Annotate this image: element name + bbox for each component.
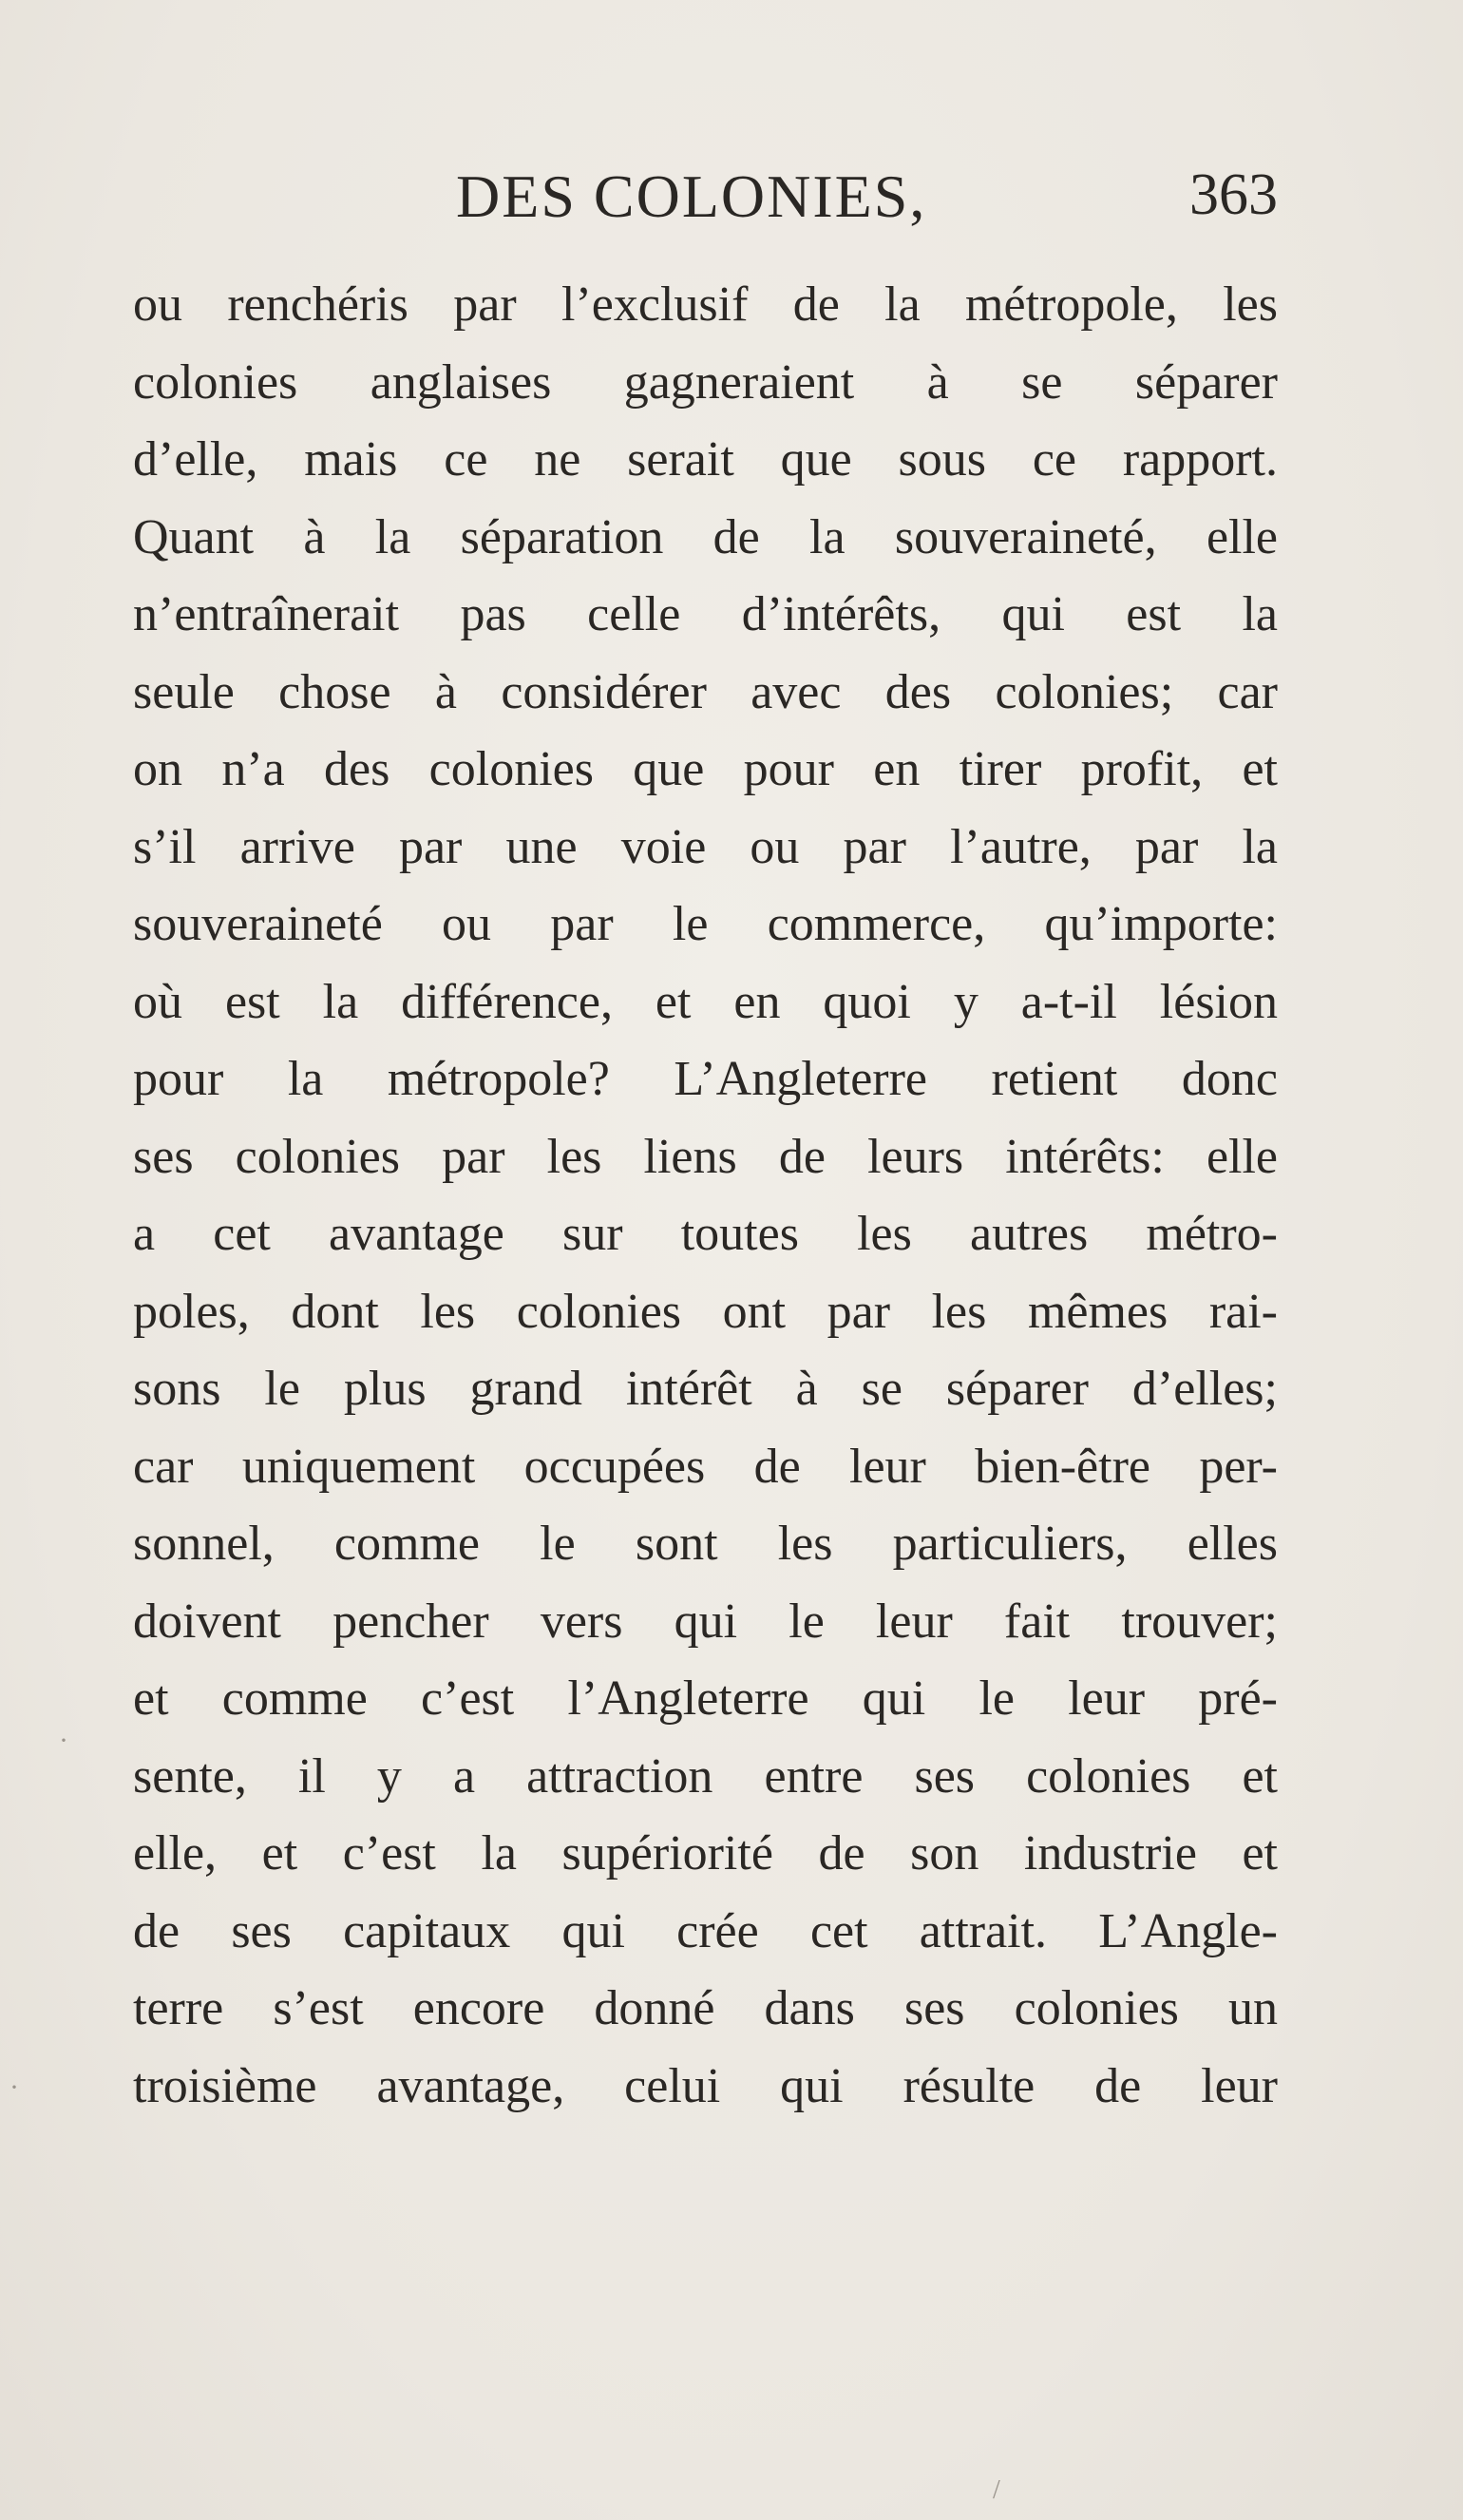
text-line: n’entraînerait pas celle d’intérêts, qui est la xyxy=(133,587,1278,641)
text-line: pour la métropole? L’Angleterre retient donc xyxy=(133,1052,1278,1106)
text-line: troisième avantage, celui qui résulte de leur xyxy=(133,2058,1278,2113)
text-line: Quant à la séparation de la souveraineté, elle xyxy=(133,509,1278,564)
margin-speck: · xyxy=(59,1725,68,1756)
text-line: sons le plus grand intérêt à se séparer d’elles; xyxy=(133,1362,1278,1416)
text-line: ses colonies par les liens de leurs intérêts: elle xyxy=(133,1129,1278,1184)
text-line: elle, et c’est la supériorité de son industrie et xyxy=(133,1826,1278,1880)
text-line: et comme c’est l’Angleterre qui le leur pré- xyxy=(133,1671,1278,1726)
text-line: car uniquement occupées de leur bien-être per- xyxy=(133,1439,1278,1494)
running-head-title: DES COLONIES, xyxy=(456,162,927,230)
page-number: 363 xyxy=(1189,162,1278,227)
text-line: souveraineté ou par le commerce, qu’importe: xyxy=(133,897,1278,951)
text-line: où est la différence, et en quoi y a-t-il lésion xyxy=(133,974,1278,1029)
text-line: doivent pencher vers qui le leur fait trouver; xyxy=(133,1594,1278,1649)
text-line: a cet avantage sur toutes les autres métro- xyxy=(133,1207,1278,1261)
text-line: terre s’est encore donné dans ses colonies un xyxy=(133,1981,1278,2035)
bottom-speck: / xyxy=(993,2475,1000,2505)
text-line: poles, dont les colonies ont par les mêmes rai- xyxy=(133,1284,1278,1339)
margin-speck: · xyxy=(10,2071,19,2103)
text-line: seule chose à considérer avec des colonies; car xyxy=(133,664,1278,719)
text-line: s’il arrive par une voie ou par l’autre, par la xyxy=(133,819,1278,874)
text-line: ou renchéris par l’exclusif de la métropole, les xyxy=(133,277,1278,332)
running-head xyxy=(133,162,1278,238)
text-line: sonnel, comme le sont les particuliers, elles xyxy=(133,1517,1278,1571)
text-line: d’elle, mais ce ne serait que sous ce rapport. xyxy=(133,432,1278,487)
body-text xyxy=(133,266,1278,2125)
text-line: colonies anglaises gagneraient à se séparer xyxy=(133,354,1278,410)
text-line: de ses capitaux qui crée cet attrait. L’Angle- xyxy=(133,1903,1278,1958)
text-line: sente, il y a attraction entre ses colonies et xyxy=(133,1748,1278,1804)
text-line: on n’a des colonies que pour en tirer profit, et xyxy=(133,742,1278,796)
